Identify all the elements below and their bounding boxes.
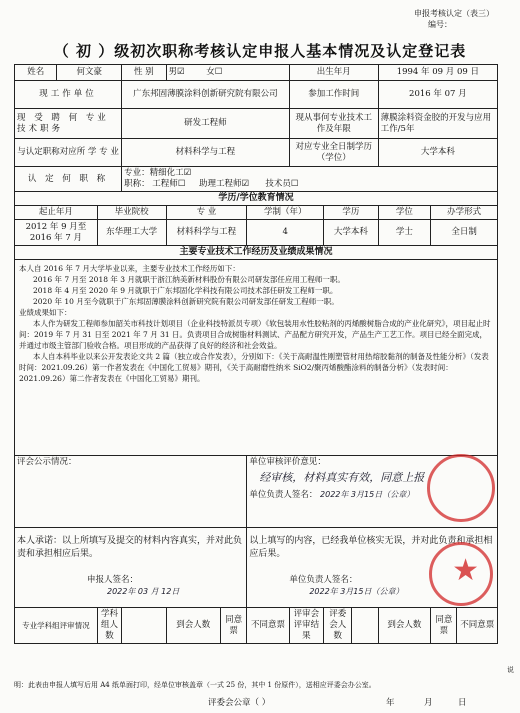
achievement-paragraph: 本人自 2016 年 7 月大学毕业以来，主要专业技术工作经历如下： bbox=[19, 264, 240, 273]
red-seal bbox=[427, 454, 495, 522]
cert-label: 认 定 何 职 称 bbox=[15, 167, 122, 192]
gender-options bbox=[166, 65, 289, 81]
edu-header-major: 专 业 bbox=[166, 206, 247, 220]
edu-header-degree: 学位 bbox=[378, 206, 431, 220]
gender-male: 男 bbox=[168, 67, 178, 77]
name-value: 何文豪 bbox=[57, 65, 122, 81]
gender-female: 女 bbox=[206, 67, 215, 77]
cert-option-assistant: 助理工程师 bbox=[198, 179, 242, 189]
committee-agree: 同意票 bbox=[431, 608, 457, 644]
edu-degree: 学士 bbox=[378, 220, 431, 246]
empty-box-icon: ☐ bbox=[177, 179, 186, 189]
blank-cell bbox=[352, 608, 378, 644]
birth-value: 1994 年 09 月 09 日 bbox=[378, 65, 497, 81]
unit-sign-label: 单位负责人签名： bbox=[289, 575, 358, 585]
cert-value bbox=[122, 167, 498, 192]
committee-count: 评委会人数 bbox=[324, 608, 352, 644]
achievement-paragraph: 本人作为研发工程师参加韶关市科技计划项目（企业科技特派员专项）《软包装用水性胶粘剂的丙烯酸树脂合成的产业化研究》，项目起止时间：2019 年 7 月 31 日至 2021 年 7 月 31 日。负责项目合成树脂材料测试、产品配方研究开发，产品生产工艺工作。项目已经全面完成，并通过市级主管部门验收合格。项目形成的产品获得了良好的经济和社会效益。 bbox=[19, 319, 491, 350]
subject-group-agree: 同意票 bbox=[221, 608, 247, 644]
edu-school: 东华理工大学 bbox=[97, 220, 166, 246]
edu-level-value: 大学本科 bbox=[378, 139, 497, 167]
seal-star-icon: ★ bbox=[452, 553, 479, 588]
footer-year: 年 bbox=[386, 698, 395, 708]
work-start-label: 参加工作时间 bbox=[289, 81, 378, 109]
cert-option-engineer: 工程师 bbox=[152, 179, 178, 189]
achievement-paragraph: 2020 年 10 月至今就职于广东邦固薄膜涂料创新研究院有限公司研发部任研发工程师一职。 bbox=[33, 297, 339, 306]
unit-opinion-handwriting: 经审核，材料真实有效，同意上报 bbox=[259, 471, 425, 484]
edu-period: 2012 年 9 月至 2016 年 7 月 bbox=[15, 220, 98, 246]
subject-group-label: 专业学科组评审情况 bbox=[15, 608, 98, 644]
checked-box-icon: ☑ bbox=[241, 179, 250, 189]
committee-label: 评审会评审结果 bbox=[289, 608, 323, 644]
unit-promise: 以上填写的内容，已经我单位核实无误，并对此负责和承担相应后果。 bbox=[249, 536, 493, 559]
cert-specialty-value: 精细化工 bbox=[149, 168, 184, 178]
applicant-promise-cell bbox=[15, 528, 247, 608]
cert-title-prefix: 职称： bbox=[124, 179, 150, 189]
name-label: 姓名 bbox=[15, 65, 57, 81]
edu-header-school: 毕业院校 bbox=[97, 206, 166, 220]
unit-promise-cell bbox=[247, 528, 498, 608]
edu-years: 4 bbox=[247, 220, 324, 246]
page-title: （ 初 ）级初次职称考核认定申报人基本情况及认定登记表 bbox=[53, 42, 467, 60]
edu-level-label: 对应专业全日制学历（学位） bbox=[289, 139, 378, 167]
subject-group-count: 学科组人数 bbox=[97, 608, 121, 644]
applicant-sign-label: 申报人签名： bbox=[87, 575, 139, 585]
edu-header-period: 起止年月 bbox=[15, 206, 98, 220]
achievement-paragraph: 2016 年 7 月至 2018 年 3 月就职于浙江纳美新材料股份有限公司研发部任应用工程师一职。 bbox=[33, 275, 345, 284]
edu-major: 材料科学与工程 bbox=[166, 220, 247, 246]
footer-day: 日 bbox=[458, 698, 467, 708]
footer-month: 月 bbox=[424, 698, 433, 708]
cert-specialty-prefix: 专业： bbox=[124, 168, 150, 178]
public-notice-cell bbox=[15, 456, 247, 528]
gender-label: 性 别 bbox=[122, 65, 166, 81]
cert-option-technician: 技术员 bbox=[265, 179, 291, 189]
unit-leader-label: 单位负责人签名： bbox=[249, 490, 318, 500]
employer-value: 广东邦固薄膜涂料创新研究院有限公司 bbox=[122, 81, 290, 109]
edu-header-years: 学制（年） bbox=[247, 206, 324, 220]
edu-mode: 全日制 bbox=[431, 220, 498, 246]
achievements-section-title: 主要专业技术工作经历及业绩成果情况 bbox=[15, 246, 498, 260]
birth-label: 出生年月 bbox=[289, 65, 378, 81]
current-work-value: 薄膜涂料资金胶的开发与应用工作/5年 bbox=[378, 109, 497, 139]
position-value: 研发工程师 bbox=[122, 109, 290, 139]
subject-group-disagree: 不同意票 bbox=[247, 608, 289, 644]
edu-header-mode: 办学形式 bbox=[431, 206, 498, 220]
empty-box-icon: ☐ bbox=[214, 67, 223, 77]
edu-degree-level: 大学本科 bbox=[324, 220, 379, 246]
serial-label: 编号： bbox=[428, 20, 452, 29]
empty-box-icon: ☐ bbox=[290, 179, 299, 189]
applicant-promise: 本人承诺：以上所填写及提交的材料内容真实，并对此负责和承担相应后果。 bbox=[17, 536, 243, 559]
work-start-value: 2016 年 07 月 bbox=[378, 81, 497, 109]
unit-sign-date: 2022年 3月15日（公章） bbox=[309, 587, 404, 596]
registration-table bbox=[14, 64, 498, 644]
achievement-paragraph: 本人自本科毕业以来公开发表论文共 2 篇（独立或合作发表），分别如下：《关于高耐温性刚塑管材用热熔胶黏剂的制备及性能分析》（发表时间：2021.09.26）第一作者发表在《中国化工贸易》期刊，《关于高耐磨性纳米 SiO2/聚丙烯酸酯涂料的制备分析》（发表时间：2021.09.26）第二作者发表在《中国化工贸易》期刊。 bbox=[19, 352, 489, 383]
form-code: 申报考核认定（表三） bbox=[414, 9, 494, 18]
title-major-label: 与认定职称对应所 学 专 业 bbox=[15, 139, 122, 167]
title-major-value: 材料科学与工程 bbox=[122, 139, 290, 167]
achievement-paragraph: 2018 年 4 月至 2020 年 9 月就职于广东邦固化学科技有限公司技术部任研发工程师一职。 bbox=[33, 286, 338, 295]
position-label: 现 受 聘 何 专业技术职务 bbox=[15, 109, 122, 139]
edu-header-degree-level: 学历 bbox=[324, 206, 379, 220]
achievement-paragraph: 业绩成果如下： bbox=[19, 308, 72, 317]
achievements-text bbox=[15, 260, 498, 456]
unit-opinion-cell bbox=[247, 456, 498, 528]
public-notice-label: 评会公示情况： bbox=[17, 457, 77, 467]
blank-cell bbox=[122, 608, 166, 644]
checked-box-icon: ☑ bbox=[177, 67, 185, 77]
education-section-title: 学历/学位教育情况 bbox=[15, 192, 498, 206]
applicant-date: 2022年 03 月 12日 bbox=[107, 587, 180, 596]
subject-group-attend: 到会人数 bbox=[166, 608, 221, 644]
unit-opinion-label: 单位审核评价意见： bbox=[249, 457, 326, 467]
committee-disagree: 不同意票 bbox=[457, 608, 498, 644]
committee-seal-label: 评委会公章（ ） bbox=[208, 698, 271, 708]
form-header bbox=[414, 8, 494, 30]
committee-attend: 到会人数 bbox=[378, 608, 431, 644]
current-work-label: 现从事何专业技术工作及年限 bbox=[289, 109, 378, 139]
employer-label: 现工作单位 bbox=[15, 81, 122, 109]
side-mark: 说 bbox=[507, 666, 514, 674]
unit-date: 2022年 3月15日（公章） bbox=[320, 490, 415, 499]
footnote: 明：此表由申报人填写后用 A4 纸单面打印，经单位审核盖章（一式 25 份，其中 1 份原件），送相应评委会办公室。 bbox=[14, 681, 376, 689]
checked-box-icon: ☑ bbox=[183, 168, 192, 178]
